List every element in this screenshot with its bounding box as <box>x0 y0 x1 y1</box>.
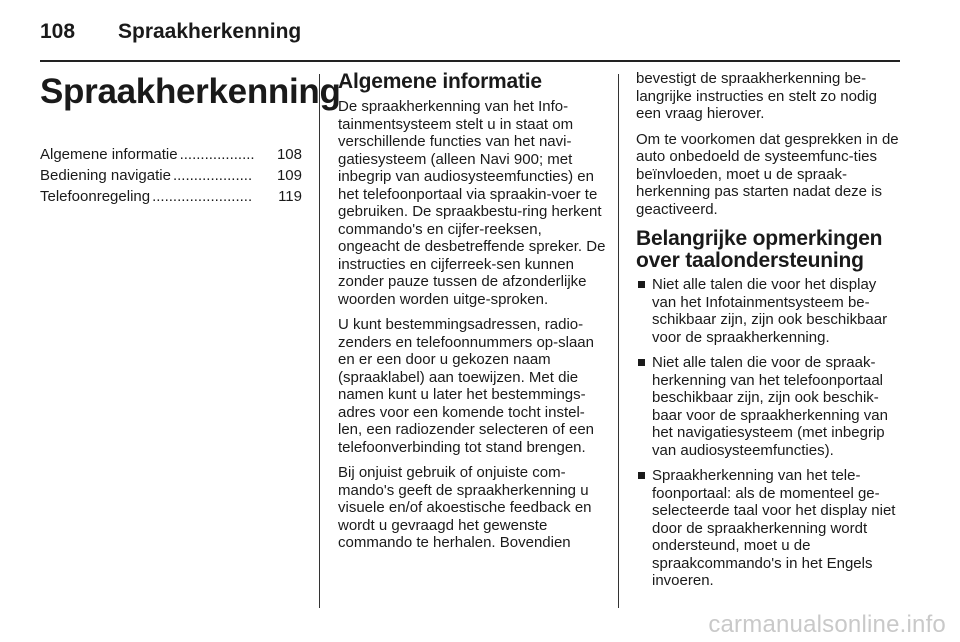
toc-entry[interactable] <box>40 144 302 165</box>
paragraph: U kunt bestemmingsadressen, radio-zenders en telefoonnummers op-slaan en er een door u gekozen naam (spraaklabel) aan toewijzen. Met die namen kunt u later het bestemmings-adres voor een komende tocht instel-len, een radiozender selecteren of een telefoonverbinding tot stand brengen. <box>338 316 595 456</box>
paragraph: De spraakherkenning van het Info-tainmentsysteem stelt u in staat om verschillende functies van het navi-gatiesysteem (alleen Navi 900; met inbegrip van audiosysteemfuncties) en het telefoonportaal via spraakin-voer te gebruiken. De spraakbestu-ring herkent commando's en cijfer-reeksen, ongeacht de desbetreffende spreker. De instructies en cijferreek-sen kunnen zonder pauze tussen de afzonderlijke woorden worden uitge-sproken. <box>338 98 606 308</box>
column-right <box>636 70 904 598</box>
header-rule <box>40 60 900 62</box>
bullet-item <box>636 354 904 459</box>
page-number: 108 <box>40 20 76 43</box>
column-divider-2 <box>618 74 619 608</box>
toc-label: Telefoonregeling <box>40 188 151 205</box>
toc-page: 109 <box>276 167 302 184</box>
toc-entry[interactable] <box>40 186 302 207</box>
toc-entry[interactable] <box>40 165 302 186</box>
column-main <box>338 70 606 560</box>
toc-label: Algemene informatie <box>40 146 178 163</box>
bullet-item <box>636 467 904 590</box>
bullet-item <box>636 276 904 346</box>
section-title: Algemene informatie <box>338 70 542 93</box>
page-header <box>40 18 900 58</box>
square-bullet-icon <box>638 472 645 479</box>
toc-leader: .................. <box>179 146 255 163</box>
square-bullet-icon <box>638 359 645 366</box>
column-toc <box>40 70 341 207</box>
toc-leader: ........................ <box>152 188 253 205</box>
watermark: carmanualsonline.info <box>708 611 946 638</box>
running-title: Spraakherkenning <box>118 20 302 43</box>
subsection-title: Belangrijke opmerkingen over taalondersteuning <box>636 227 883 272</box>
toc-leader: ................... <box>172 167 253 184</box>
paragraph: bevestigt de spraakherkenning be-langrijke instructies en stelt zo nodig een vraag hierover. <box>636 70 877 122</box>
paragraph: Om te voorkomen dat gesprekken in de auto onbedoeld de systeemfunc-ties beïnvloeden, moet u de spraak-herkenning pas starten nadat deze is geactiveerd. <box>636 130 899 218</box>
paragraph: Bij onjuist gebruik of onjuiste com-mando's geeft de spraakherkenning u visuele en/of akoestische feedback en wordt u gevraagd het gewenste commando te herhalen. Bovendien <box>338 464 592 551</box>
toc-page: 108 <box>276 146 302 163</box>
toc-label: Bediening navigatie <box>40 167 171 184</box>
square-bullet-icon <box>638 281 645 288</box>
column-divider-1 <box>319 74 320 608</box>
bullet-text: Niet alle talen die voor de spraak-herkenning van het telefoonportaal beschikbaar zijn, zijn ook beschik-baar voor de spraakherkenning van het navigatiesysteem (met inbegrip van audiosysteemfuncties). <box>652 354 888 459</box>
bullet-text: Spraakherkenning van het tele-foonportaal: als de momenteel ge-selecteerde taal voor het display niet door de spraakherkenning wordt ondersteund, moet u de spraakcommando's in het Engels invoeren. <box>652 467 896 589</box>
toc-page: 119 <box>278 188 302 205</box>
bullet-text: Niet alle talen die voor het display van het Infotainmentsysteem be-schikbaar zijn, zijn ook beschikbaar voor de spraakherkenning. <box>652 276 888 346</box>
bullet-list <box>636 276 904 590</box>
chapter-title: Spraakherkenning <box>40 72 341 111</box>
